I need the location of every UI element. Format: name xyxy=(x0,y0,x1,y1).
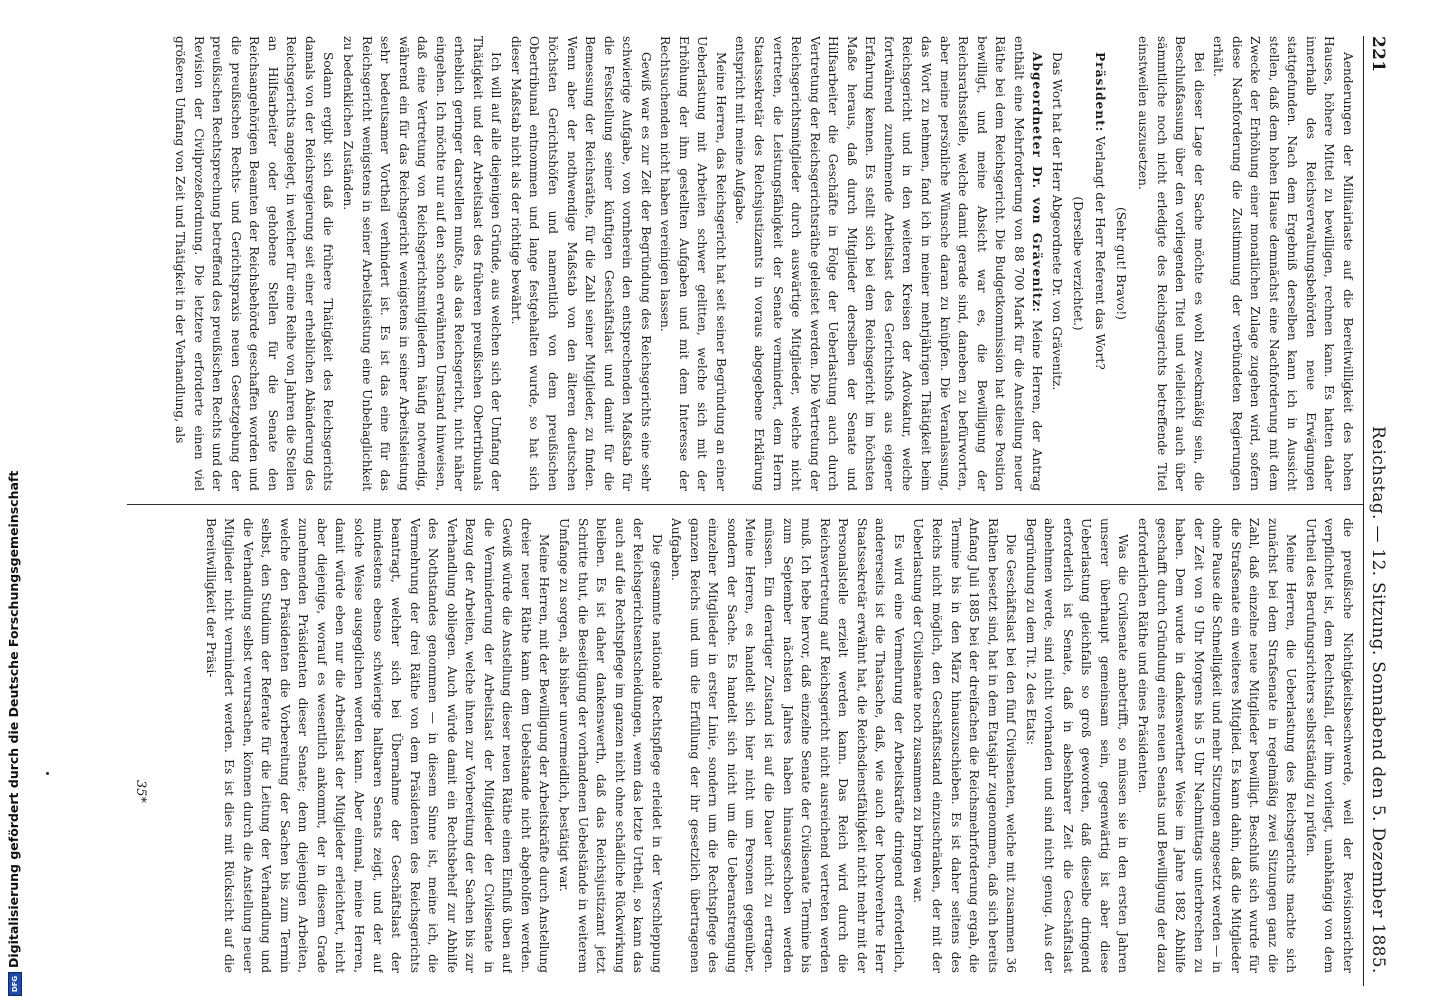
paragraph-text: Gewiß war es zur Zeit der Begründung des Reichsgerichts eine sehr schwierige Aufgabe, von vornherein den entsprechenden Maßstab für die Feststellung seiner künftigen Geschäftslast und damit für die Bemessung der Reichsräthe, für die Zahl seiner Mitglieder, zu finden. Wenn aber der nothwendige Maßstab von den älteren deutschen höchsten Gerichtshöfen und namentlich von dem preußischen Obertribunal entnommen und lange festgehalten wurde, so hat sich dieser Maßstab nicht als der richtige bewährt. xyxy=(508,36,653,491)
paragraph xyxy=(1112,36,1131,491)
credit-text: Digitalisierung gefördert durch die Deutsche Forschungsgemeinschaft xyxy=(6,470,21,968)
paragraph-text: (Sehr gut! Bravo!) xyxy=(1114,206,1129,321)
speaker-name: Abgeordneter Dr. von Grävenitz: xyxy=(1030,52,1045,313)
speck xyxy=(46,772,49,775)
paragraph-text: Aenderungen der Militairlaste auf die Bereitwilligkeit des hohen Hauses, höhere Mittel zu bewilligen, rechnen kann. Es hatten daher innerhalb des Reichsverwaltungsbehörden neue Erwägungen stattgefunden. Nach dem Ergebniß derselben kann ich in Aussicht stellen, daß dem hohen Hause demnächst eine Nachforderung mit dem Zwecke der Erhöhung einer monatlichen Zulage zugehen wird, sofern diese Nachforderung die Zustimmung der verbündeten Regierungen erhält. xyxy=(1211,36,1355,491)
paragraph-text: Meine Herren, die Ueberlastung des Reichsgerichts machte sich zunächst bei dem Strafsenate in regelmäßig zwei Sitzungen ganz die Zahl, daß einzelne neue Mitglieder bewilligt. Beschluß sich wurde für die Strafsenate ein weiteres Mitglied. Es kann dahin, daß die Mitglieder ohne Pause die Schnelligkeit und mehr Sitzungen angesetzt werden — in der Zeit von 9 Uhr Morgens bis 5 Uhr Nachmittags unterbrechen zu haben. Dem wurde in dankenswerther Weise im Jahre 1882 Abhilfe geschafft durch Gründung eines neuen Senats und Bewilligung der dazu erforderlichen Räthe und eines Präsidenten. xyxy=(1135,518,1299,973)
paragraph xyxy=(1069,36,1088,491)
paragraph-text: Was die Civilsenate anbetrifft, so müssen sie in den ersten Jahren unserer überhaupt gemeinsam sein, gegenwärtig ist aber diese Ueberlastung gleichfalls so groß geworden, daß dieselbe dringend erforderlich ist Senate, daß in absehbarer Zeit die Geschäftslast abnehmen werde, sind nicht vorhanden und sind nicht genug. Aus der Begründung zu dem Tit. 2 des Etats: xyxy=(1023,518,1131,973)
column-divider xyxy=(127,504,1363,505)
paragraph-text: Es wird eine Vermehrung der Arbeitskräfte dringend erforderlich, andererseits ist die Thatsache, daß, wie auch der hochverehrte Herr Staatssekretär erwähnt hat, die Reichsdienstfähigkeit nicht mehr mit der Personalstelle erzielt werden kann. Das Reich wird durch die Reichsvertretung auf Reichsgericht nicht ausreichend vertreten werden muß. Ich hebe hervor, daß einzelne Senate der Civilsenate Termine bis zum September nächsten Jahres haben hinausgeschoben werden müssen. Ein derartiger Zustand ist auf die Dauer nicht zu ertragen. Meine Herren, es handelt sich hier nicht um Personen gegenüber, sondern der Sache. Es handelt sich nicht um die Ueberanstrengung einzelner Mitglieder in erster Linie, sondern um die Rechtspflege des ganzen Reichs und um die Erfüllung der ihr gesetzlich übertragenen Aufgaben. xyxy=(669,518,906,973)
paragraph-text: Verlangt der Herr Referent das Wort? xyxy=(1092,132,1107,370)
paragraph-text: Meine Herren, mit der Bewilligung der Arbeitskräfte durch Anstellung dreier neuer Räthe kann dem Uebelstande nicht abgeholfen werden. Gewiß würde die Anstellung dieser neuen Räthe einen Einfluß üben auf die Verminderung der Arbeitslast der Mitglieder der Civilsenate in Bezug der Arbeiten, welche ihnen zur Vorbereitung der Sachen bis zur Verhandlung obliegen. Auch würde damit ein Rechtsbehelf zur Abhilfe des Nothstandes genommen — in diesem Sinne ist, meine ich, die Vermehrung der drei Räthe von dem Präsidenten des Reichsgerichts beantragt, welcher sich bei Übernahme der Geschäftslast der mindestens ebenso schwierige haltbaren Senats zeigt, und der auf solche Weise ausgeglichen werden kann. Aber einmal, meine Herren, damit würde eben nur die Arbeitslast der Mitglieder erleichtert, nicht aber diejenige, worauf es wesentlich ankommt, der in diesem Grade zunehmenden Präsidenten dieser Senate; denn diejenigen Arbeiten, welche den Präsidenten die Vorbereitung der Sachen bis zum Termin selbst, den Studium der Referate für die Leitung der Verhandlung und die Verhandlung selbst verursachen, können durch die Anstellung neuer Mitglieder nicht vermindert werden. Es ist dies mit Rücksicht auf die Bereitwilligkeit der Präsi- xyxy=(203,518,552,973)
paragraph xyxy=(1133,518,1300,973)
paragraph xyxy=(1209,36,1357,491)
paragraph xyxy=(731,36,1046,491)
paragraph-text: Bei dieser Lage der Sache möchte es wohl zweckmäßig sein, die Beschlußfassung über den vorliegenden Titel und vielleicht auch über sämmtliche noch nicht erledigte des Reichsgerichts betreffende Titel einstweilen auszusetzen. xyxy=(1135,36,1206,491)
paragraph xyxy=(909,518,1020,973)
paragraph xyxy=(201,518,553,973)
page-header xyxy=(1363,36,1390,986)
signature-mark: 35* xyxy=(133,780,148,804)
document-page xyxy=(88,0,1398,1000)
paragraph-text: die preußische Nichtigkeitsbeschwerde, weil der Revisionsrichter verpflichtet ist, dem Rechtsfall, der ihm vorliegt, unabhängig von dem Urtheil des Berufungsrichters selbstständig zu prüfen. xyxy=(1303,518,1355,973)
paragraph-text: Die gesammte nationale Rechtspflege erleidet in der Verschleppung der Reichsgerichtsentscheidungen, wenn das letzte Urtheil, so kann das auch auf die Rechtspflege im ganzen nicht ohne schädliche Rückwirkung bleiben. Es ist daher dankenswerth, daß das Reichsjustizamt jetzt Schritte thut, die Beseitigung der vorhandenen Uebelstände in weiterem Umfange zu sorgen, als bisher unvermeidlich, bestätigt war. xyxy=(557,518,664,973)
paragraph xyxy=(1301,518,1357,973)
page-title: Reichstag. — 12. Sitzung. Sonnabend den 5. Dezember 1885. xyxy=(1368,426,1388,974)
paragraph xyxy=(1133,36,1207,491)
paragraph-text: Die Geschäftslast bei den fünf Civilsenaten, welche mit zusammen 36 Räthen besetzt sind, hat in dem Etatsjahr zugenommen, daß sich bereits Anfang Juli 1885 bei der dreifachen die Reichsmehrforderung ergab, die Termine bis in den März hinauszuschieben. Es ist daher seitens des Reichs nicht möglich, den Geschäftsstand einzuschränken, der mit der Ueberlastung der Civilsenate noch zusammen zu bringen war. xyxy=(911,518,1019,973)
paragraph xyxy=(554,518,665,973)
paragraph xyxy=(1090,36,1109,491)
speaker-name: Präsident: xyxy=(1092,52,1107,133)
paragraph xyxy=(667,518,908,973)
paragraph xyxy=(506,36,654,491)
paragraph-text: Ich will auf alle diejenigen Gründe, aus welchen sich der Umfang der Thätigkeit und der Arbeitslast des früheren preußischen Obertribunals erheblich geringer darstellen mußte, als das Reichsgericht, nicht näher eingehen. Ich möchte nur auf den schon erwähnten Umstand hinweisen, daß eine Vertretung von Reichsgerichtsmitgliedern häufig notwendig, während ein für das Reichsgericht wenigstens in seiner Arbeitsleistung sehr bedeutsamer Vortheil verhindert ist. Es ist das eine für das Reichsgericht wenigstens in seiner Arbeitsleistung eine Unbehaglichkeit zu bedenklichen Zuständen. xyxy=(341,36,504,491)
paragraph xyxy=(338,36,505,491)
paragraph xyxy=(1021,518,1132,973)
right-column xyxy=(127,518,1357,973)
paragraph-text: Sodann ergibt sich daß die frühere Thätigkeit des Reichsgerichts damals von der Reichsregierung seit einer erheblichen Abänderung des Reichsgerichts angelegt, in welcher für eine Reihe von Jahren die Stellen an Hilfsarbeiter oder gehobene Stellen für die Senate den Reichsangehörigen Beamten der Reichsbehörde geschaffen worden und die preußischen Rechts- und Gerichtspraxis neuen Gesetzgebung der preußischen Rechtsprechung betreffend des preußischen Rechts und der Revision der Civilprozeßordnung. Die letztere erforderte einen viel größeren Umfang von Zeit und Thätigkeit in der Verhandlung, als xyxy=(173,36,336,491)
paragraph-text: Das Wort hat der Herr Abgeordnete Dr. von Grävenitz. xyxy=(1049,52,1064,391)
paragraph-text: Meine Herren, der Antrag enthält eine Mehrforderung von 88 700 Mark für die Anstellung neuer Räthe bei dem Reichsgericht. Die Budgetkommission hat diese Position bewilligt, und meine Absicht war es, die Bewilligung der Reichsrathsstelle, welche damit gerade sind, daneben zu befürworten, aber meine persönliche Wünsche daran zu knüpfen. Die Veranlassung, das Wort zu nehmen, fand ich in meiner mehrjährigen Thätigkeit beim Reichsgericht und in den weiteren Kreisen der Advokatur, welche fortwährend zunehmende Arbeitslast des Gerichtshofs aus eigener Erfahrung kennen. Es stellt sich bei dem Reichsgericht im höchsten Maße heraus, daß durch Mitglieder derselben der Senate und Hilfsarbeiter die Geschäfte in Folge der Ueberlastung auch durch Vertretung der Reichsgerichtsräthe geleistet werden. Die Vertretung der Reichsgerichtsmitglieder durch auswärtige Mitglieder, welche nicht vertreten, die Leistungsfähigkeit der Senate vermindert, dem Herrn Staatssekretär des Reichsjustizamts in voraus abgegebene Erklärung entspricht mit meine Aufgabe. xyxy=(733,36,1045,491)
text-columns xyxy=(113,36,1363,986)
page-number: 221 xyxy=(1368,36,1388,73)
left-column xyxy=(127,36,1357,491)
dfg-logo-icon: DFG xyxy=(8,972,22,996)
paragraph xyxy=(171,36,338,491)
paragraph xyxy=(656,36,730,491)
paragraph xyxy=(1047,36,1066,491)
paragraph-text: (Derselbe verzichtet.) xyxy=(1071,196,1086,331)
paragraph-text: Meine Herren, das Reichsgericht hat seit seiner Begründung an einer Ueberlastung mit Arbeiten schwer gelitten, welche sich mit der Erhöhung der ihm gestellten Aufgaben und mit dem Interesse der Rechtsuchenden nicht haben vereinigen lassen. xyxy=(658,36,728,491)
digitization-credit xyxy=(6,471,22,996)
